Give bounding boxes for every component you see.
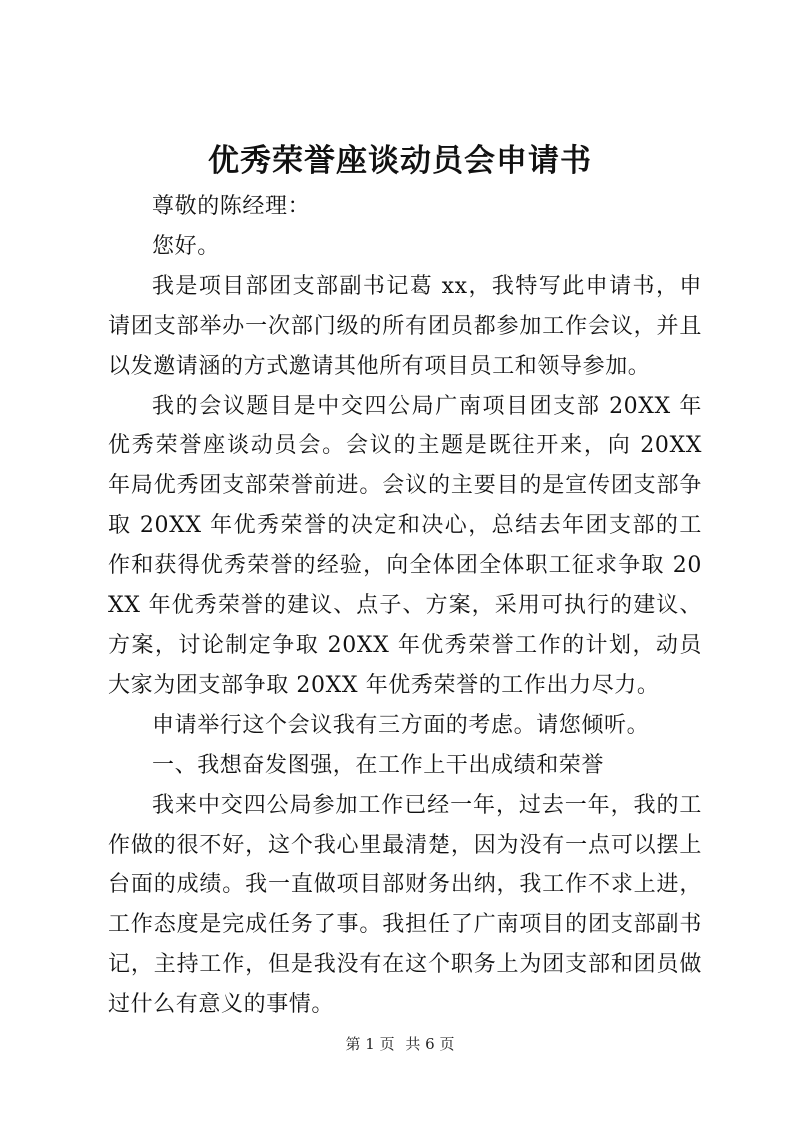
page-total: 共 6 页 — [405, 1035, 455, 1053]
page-footer — [0, 1034, 800, 1054]
page-number: 第 1 页 — [345, 1035, 395, 1053]
paragraph-meeting-topic: 我的会议题目是中交四公局广南项目团支部 20XX 年优秀荣誉座谈动员会。会议的主题是既往开来，向 20XX 年局优秀团支部荣誉前进。会议的主要目的是宣传团支部争取 20XX 年优秀荣誉的决定和决心，总结去年团支部的工作和获得优秀荣誉的经验，向全体团全体职工征求争取 20XX 年优秀荣誉的建议、点子、方案，采用可执行的建议、方案，讨论制定争取 20XX 年优秀荣誉工作的计划，动员大家为团支部争取 20XX 年优秀荣誉的工作出力尽力。 — [108, 393, 702, 698]
section-heading-one: 一、我想奋发图强，在工作上干出成绩和荣誉 — [152, 752, 605, 778]
paragraph-intro: 我是项目部团支部副书记葛 xx，我特写此申请书，申请团支部举办一次部门级的所有团员都参加工作会议，并且以发邀请涵的方式邀请其他所有项目员工和领导参加。 — [108, 273, 702, 379]
document-body — [108, 187, 702, 1025]
document-title: 优秀荣誉座谈动员会申请书 — [208, 143, 592, 179]
salutation: 尊敬的陈经理： — [152, 194, 311, 219]
paragraph-considerations: 申请举行这个会议我有三方面的考虑。请您倾听。 — [152, 712, 650, 738]
paragraph-self-reflection: 我来中交四公局参加工作已经一年，过去一年，我的工作做的很不好，这个我心里最清楚，因为没有一点可以摆上台面的成绩。我一直做项目部财务出纳，我工作不求上进，工作态度是完成任务了事。我担任了广南项目的团支部副书记，主持工作，但是我没有在这个职务上为团支部和团员做过什么有意义的事情。 — [108, 792, 702, 1018]
greeting: 您好。 — [152, 233, 220, 259]
